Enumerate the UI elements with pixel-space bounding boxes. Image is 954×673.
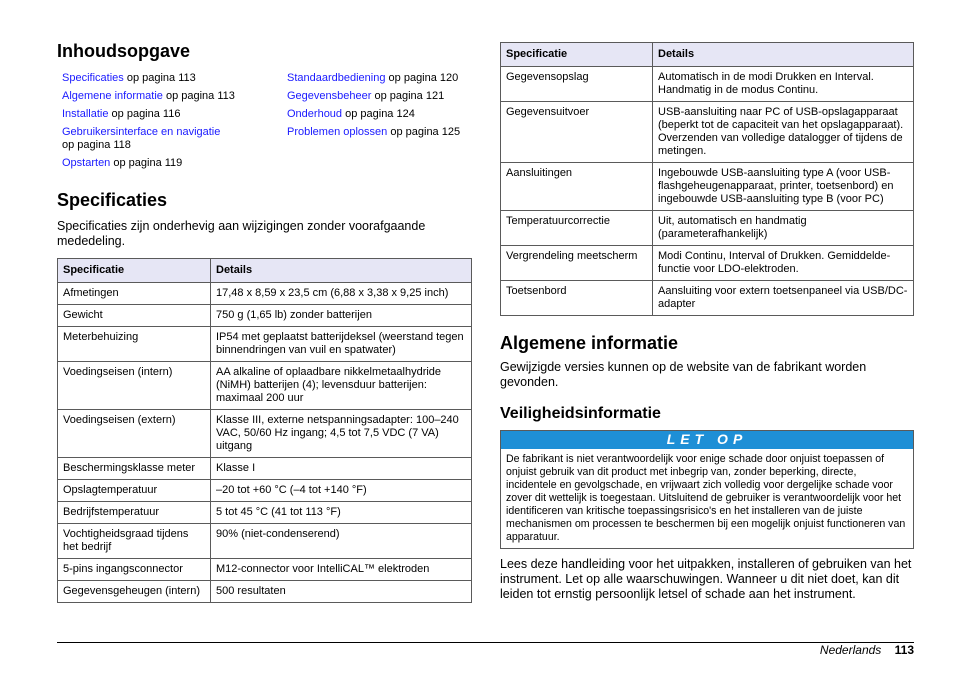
table-row xyxy=(58,524,472,559)
toc-entry xyxy=(287,126,477,139)
spec-name-cell: Bedrijfstemperatuur xyxy=(58,502,211,524)
spec-name-cell: Afmetingen xyxy=(58,283,211,305)
column-header-specification: Specificatie xyxy=(501,43,653,67)
table-row xyxy=(501,163,914,211)
spec-name-cell: Toetsenbord xyxy=(501,281,653,316)
toc-entry xyxy=(287,72,477,85)
spec-name-cell: Voedingseisen (intern) xyxy=(58,362,211,410)
table-row xyxy=(58,581,472,603)
spec-name-cell: Opslagtemperatuur xyxy=(58,480,211,502)
general-info-heading: Algemene informatie xyxy=(500,333,679,353)
table-header-row xyxy=(58,259,472,283)
spec-name-cell: Voedingseisen (extern) xyxy=(58,410,211,458)
table-row xyxy=(58,410,472,458)
table-row xyxy=(501,102,914,163)
table-row xyxy=(501,281,914,316)
footer-divider xyxy=(57,642,914,643)
specifications-table xyxy=(57,258,472,603)
right-column xyxy=(500,42,914,602)
spec-details-cell: Uit, automatisch en handmatig (parameterafhankelijk) xyxy=(653,211,914,246)
table-row xyxy=(58,362,472,410)
spec-name-cell: Vochtigheidsgraad tijdens het bedrijf xyxy=(58,524,211,559)
toc-column-2 xyxy=(287,72,477,144)
table-row xyxy=(58,559,472,581)
spec-name-cell: Aansluitingen xyxy=(501,163,653,211)
spec-name-cell: Beschermingsklasse meter xyxy=(58,458,211,480)
table-header-row xyxy=(501,43,914,67)
toc-link[interactable]: Opstarten xyxy=(62,157,111,169)
caution-label: LET OP xyxy=(501,431,913,449)
specifications-heading: Specificaties xyxy=(57,190,168,210)
toc-page-ref: op pagina 116 xyxy=(108,108,181,120)
toc-entry xyxy=(287,108,477,121)
table-row xyxy=(501,67,914,102)
toc-link[interactable]: Onderhoud xyxy=(287,108,343,120)
spec-name-cell: Meterbehuizing xyxy=(58,327,211,362)
spec-details-cell: IP54 met geplaatst batterijdeksel (weerstand tegen binnendringen van vuil en spatwater) xyxy=(211,327,472,362)
toc-entry xyxy=(287,90,477,103)
toc-page-ref: op pagina 124 xyxy=(342,108,415,120)
left-column xyxy=(57,40,472,603)
column-header-details: Details xyxy=(653,43,914,67)
toc-link[interactable]: Standaardbediening xyxy=(287,72,386,84)
spec-details-cell: 5 tot 45 °C (41 tot 113 °F) xyxy=(211,502,472,524)
toc-entry xyxy=(62,90,277,103)
page-number: 113 xyxy=(894,643,914,657)
spec-details-cell: Ingebouwde USB-aansluiting type A (voor USB-flashgeheugenapparaat, printer, toetsenbord) en ingebouwde USB-aansluiting type B (voor PC) xyxy=(653,163,914,211)
table-of-contents xyxy=(57,72,472,174)
spec-details-cell: M12-connector voor IntelliCAL™ elektroden xyxy=(211,559,472,581)
toc-link[interactable]: Specificaties xyxy=(62,72,124,84)
toc-entry xyxy=(62,157,277,170)
table-row xyxy=(58,502,472,524)
toc-link[interactable]: Problemen oplossen xyxy=(287,126,388,138)
spec-details-cell: Automatisch in de modi Drukken en Interval. Handmatig in de modus Continu. xyxy=(653,67,914,102)
table-row xyxy=(501,211,914,246)
specifications-intro: Specificaties zijn onderhevig aan wijzigingen zonder voorafgaande mededeling. xyxy=(57,219,426,248)
toc-entry xyxy=(62,108,277,121)
spec-name-cell: Gegevensopslag xyxy=(501,67,653,102)
toc-title: Inhoudsopgave xyxy=(57,41,191,61)
spec-details-cell: –20 tot +60 °C (–4 tot +140 °F) xyxy=(211,480,472,502)
general-info-text: Gewijzigde versies kunnen op de website van de fabrikant worden gevonden. xyxy=(500,360,867,389)
toc-link[interactable]: Algemene informatie xyxy=(62,90,163,102)
table-row xyxy=(58,327,472,362)
table-row xyxy=(58,283,472,305)
spec-details-cell: Modi Continu, Interval of Drukken. Gemiddelde-functie voor LDO-elektroden. xyxy=(653,246,914,281)
safety-info-text: Lees deze handleiding voor het uitpakken, installeren of gebruiken van het instrument. Let op alle waarschuwingen. Wanneer u dit niet doet, kan dit leiden tot ernstig persoonlijk letsel of schade aan het instrument. xyxy=(500,557,912,601)
table-row xyxy=(501,246,914,281)
toc-page-ref: op pagina 118 xyxy=(62,139,131,151)
specifications-table-continued xyxy=(500,42,914,316)
spec-name-cell: Temperatuurcorrectie xyxy=(501,211,653,246)
spec-details-cell: 17,48 x 8,59 x 23,5 cm (6,88 x 3,38 x 9,25 inch) xyxy=(211,283,472,305)
spec-name-cell: 5-pins ingangsconnector xyxy=(58,559,211,581)
table-row xyxy=(58,305,472,327)
spec-name-cell: Gewicht xyxy=(58,305,211,327)
safety-info-heading: Veiligheidsinformatie xyxy=(500,405,661,422)
toc-page-ref: op pagina 121 xyxy=(371,90,445,102)
toc-page-ref: op pagina 113 xyxy=(123,72,196,84)
toc-column-1 xyxy=(62,72,277,175)
caution-box xyxy=(500,430,914,549)
page-footer xyxy=(820,643,914,657)
footer-language: Nederlands xyxy=(819,643,882,657)
table-row xyxy=(58,458,472,480)
spec-details-cell: 750 g (1,65 lb) zonder batterijen xyxy=(211,305,472,327)
column-header-specification: Specificatie xyxy=(58,259,211,283)
toc-link[interactable]: Gebruikersinterface en navigatie xyxy=(62,126,221,138)
spec-details-cell: Aansluiting voor extern toetsenpaneel via USB/DC-adapter xyxy=(653,281,914,316)
toc-entry xyxy=(62,126,277,152)
caution-text: De fabrikant is niet verantwoordelijk voor enige schade door onjuist toepassen of onjuist gebruik van dit product met inbegrip van, zonder beperking, directe, incidentele en gevolgschade, en vrijwaart zich volledig voor dergelijke schade voor zover dit wettelijk is toegestaan. Uitsluitend de gebruiker is verantwoordelijk voor het identificeren van kritische toepassingsrisico's en het installeren van de juiste mechanismen om processen te beschermen bij een mogelijk onjuist functioneren van apparatuur. xyxy=(506,453,906,543)
toc-page-ref: op pagina 113 xyxy=(162,90,235,102)
toc-entry xyxy=(62,72,277,85)
table-row xyxy=(58,480,472,502)
toc-link[interactable]: Gegevensbeheer xyxy=(287,90,372,102)
spec-details-cell: USB-aansluiting naar PC of USB-opslagapparaat (beperkt tot de capaciteit van het opslagapparaat). Overzenden van volledige datalogger of tijdens de metingen. xyxy=(653,102,914,163)
spec-details-cell: Klasse I xyxy=(211,458,472,480)
spec-details-cell: Klasse III, externe netspanningsadapter: 100–240 VAC, 50/60 Hz ingang; 4,5 tot 7,5 VDC (7 VA) uitgang xyxy=(211,410,472,458)
column-header-details: Details xyxy=(211,259,472,283)
spec-details-cell: 90% (niet-condenserend) xyxy=(211,524,472,559)
toc-link[interactable]: Installatie xyxy=(62,108,109,120)
toc-page-ref: op pagina 125 xyxy=(387,126,461,138)
spec-details-cell: 500 resultaten xyxy=(211,581,472,603)
spec-name-cell: Gegevensuitvoer xyxy=(501,102,653,163)
spec-name-cell: Gegevensgeheugen (intern) xyxy=(58,581,211,603)
toc-page-ref: op pagina 120 xyxy=(385,72,459,84)
spec-details-cell: AA alkaline of oplaadbare nikkelmetaalhydride (NiMH) batterijen (4); levensduur batterijen: maximaal 200 uur xyxy=(211,362,472,410)
spec-name-cell: Vergrendeling meetscherm xyxy=(501,246,653,281)
toc-page-ref: op pagina 119 xyxy=(110,157,183,169)
